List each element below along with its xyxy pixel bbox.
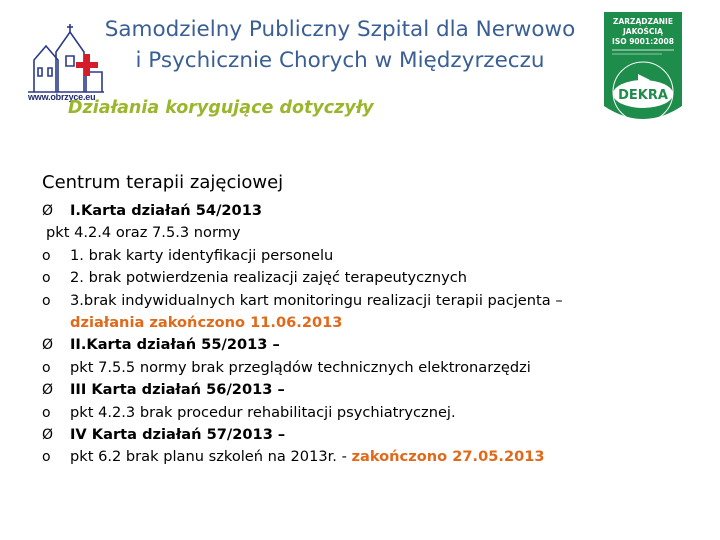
subtitle: Działania korygujące dotyczyły xyxy=(68,98,374,118)
badge-line-1: ZARZĄDZANIE xyxy=(613,17,673,26)
circle-bullet-icon: o xyxy=(42,270,51,287)
list-item xyxy=(42,267,682,289)
list-item xyxy=(42,424,682,446)
list-item-text: pkt 7.5.5 normy brak przeglądów technicznych elektronarzędzi xyxy=(70,358,531,376)
list-item xyxy=(42,334,682,356)
circle-bullet-icon: o xyxy=(42,247,51,264)
list-item xyxy=(42,200,682,222)
badge-brand: DEKRA xyxy=(618,88,668,103)
list-item xyxy=(42,379,682,401)
arrow-bullet-icon: Ø xyxy=(42,203,54,219)
list-item-text: pkt 4.2.4 oraz 7.5.3 normy xyxy=(46,224,241,242)
list-item xyxy=(42,222,682,244)
list-item-text: pkt 4.2.3 brak procedur rehabilitacji psychiatrycznej. xyxy=(70,403,456,421)
completion-date: 11.06.2013 xyxy=(250,314,343,332)
circle-bullet-icon: o xyxy=(42,449,51,466)
list-item xyxy=(42,245,682,267)
list-item-text: II.Karta działań 55/2013 – xyxy=(70,336,280,354)
arrow-bullet-icon: Ø xyxy=(42,427,54,444)
badge-line-2: JAKOŚCIĄ xyxy=(623,27,663,36)
title-line-2: i Psychicznie Chorych w Międzyrzeczu xyxy=(135,48,545,73)
list-item-text: III Karta działań 56/2013 – xyxy=(70,381,285,399)
list-item-text: IV Karta działań 57/2013 – xyxy=(70,426,286,444)
circle-bullet-icon: o xyxy=(42,404,51,421)
action-list xyxy=(42,200,682,469)
list-item-text: 1. brak karty identyfikacji personelu xyxy=(70,246,334,264)
list-item-text: 2. brak potwierdzenia realizacji zajęć terapeutycznych xyxy=(70,269,467,287)
iso-certification-badge xyxy=(602,10,684,126)
list-item xyxy=(42,402,682,424)
list-item-text xyxy=(42,446,682,468)
arrow-bullet-icon: Ø xyxy=(42,382,54,399)
dekra-badge-icon xyxy=(602,10,684,126)
completion-note: zakończono xyxy=(351,448,453,466)
logo-url-text: www.obrzyce.eu xyxy=(28,92,96,102)
list-item xyxy=(42,290,682,312)
completion-note: działania zakończono xyxy=(70,314,251,332)
circle-bullet-icon: o xyxy=(42,359,51,376)
list-item xyxy=(42,446,682,468)
title-line-1: Samodzielny Publiczny Szpital dla Nerwowo xyxy=(104,17,576,42)
list-item-continuation xyxy=(42,312,682,334)
section-title: Centrum terapii zajęciowej xyxy=(42,172,284,193)
circle-bullet-icon: o xyxy=(42,292,51,309)
list-item-main-text: pkt 6.2 brak planu szkoleń na 2013r. - xyxy=(70,448,352,466)
page-title xyxy=(80,14,600,76)
completion-date: 27.05.2013 xyxy=(452,448,545,466)
list-item xyxy=(42,357,682,379)
badge-line-3: ISO 9001:2008 xyxy=(612,37,674,46)
list-item-text: 3.brak indywidualnych kart monitoringu realizacji terapii pacjenta – xyxy=(70,291,563,309)
list-item-text: I.Karta działań 54/2013 xyxy=(70,202,263,219)
arrow-bullet-icon: Ø xyxy=(42,337,54,354)
